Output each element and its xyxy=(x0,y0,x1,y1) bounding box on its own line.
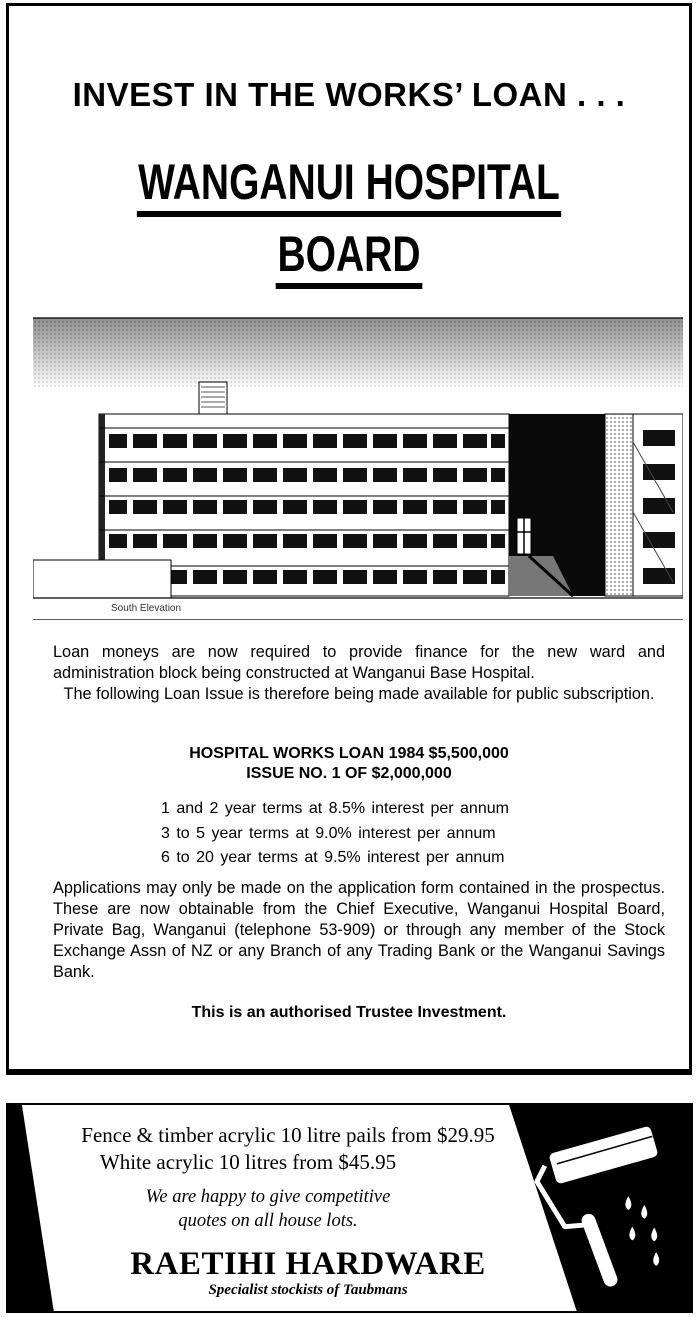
board-name-line2: BOARD xyxy=(276,225,422,289)
store-name: RAETIHI HARDWARE xyxy=(130,1246,486,1282)
intro-text-1: Loan moneys are now required to provide finance for the new ward and administration block being constructed at Wanganui Base Hospital. xyxy=(53,643,665,682)
loan-title-line2: ISSUE NO. 1 OF $2,000,000 xyxy=(246,765,452,782)
headline: INVEST IN THE WORKS’ LOAN . . . xyxy=(72,76,626,113)
term-item: 3 to 5 year terms at 9.0% interest per annum xyxy=(161,824,496,842)
hardware-advert xyxy=(6,1103,693,1313)
quote-line-2: quotes on all house lots. xyxy=(178,1211,358,1231)
terms-list xyxy=(161,797,509,871)
hospital-loan-advert xyxy=(6,3,692,1072)
term-item: 6 to 20 year terms at 9.5% interest per annum xyxy=(161,849,505,866)
annex xyxy=(33,560,171,598)
loan-title-line1: HOSPITAL WORKS LOAN 1984 $5,500,000 xyxy=(189,745,509,762)
term-item: 1 and 2 year terms at 8.5% interest per annum xyxy=(161,800,509,817)
quote-offer xyxy=(8,1185,528,1233)
loan-title xyxy=(9,744,689,784)
store-tagline: Specialist stockists of Taubmans xyxy=(208,1282,408,1298)
board-name xyxy=(84,146,614,290)
figure-caption: South Elevation xyxy=(111,603,182,614)
applications-paragraph: Applications may only be made on the application form contained in the prospectus. These are now obtainable from the Chief Executive, Wanganui Hospital Board, Private Bag, Wanganui (telephone 53-909) or through any member of the Stock Exchange Assn of NZ or any Branch of any Trading Bank or the Wanganui Savings Bank. xyxy=(53,879,665,981)
south-elevation-illustration xyxy=(33,312,683,620)
price-line-2: White acrylic 10 litres from $45.95 xyxy=(99,1150,397,1174)
price-line-1: Fence & timber acrylic 10 litre pails from $29.95 xyxy=(81,1123,495,1147)
intro-text-2: The following Loan Issue is therefore being made available for public subscription. xyxy=(63,685,655,703)
trustee-note: This is an authorised Trustee Investment. xyxy=(191,1004,507,1021)
quote-line-1: We are happy to give competitive xyxy=(145,1187,391,1207)
building-tower xyxy=(509,414,605,596)
board-name-line1: WANGANUI HOSPITAL xyxy=(137,153,562,217)
intro-paragraph xyxy=(53,642,665,705)
building-right-wing xyxy=(605,414,683,596)
